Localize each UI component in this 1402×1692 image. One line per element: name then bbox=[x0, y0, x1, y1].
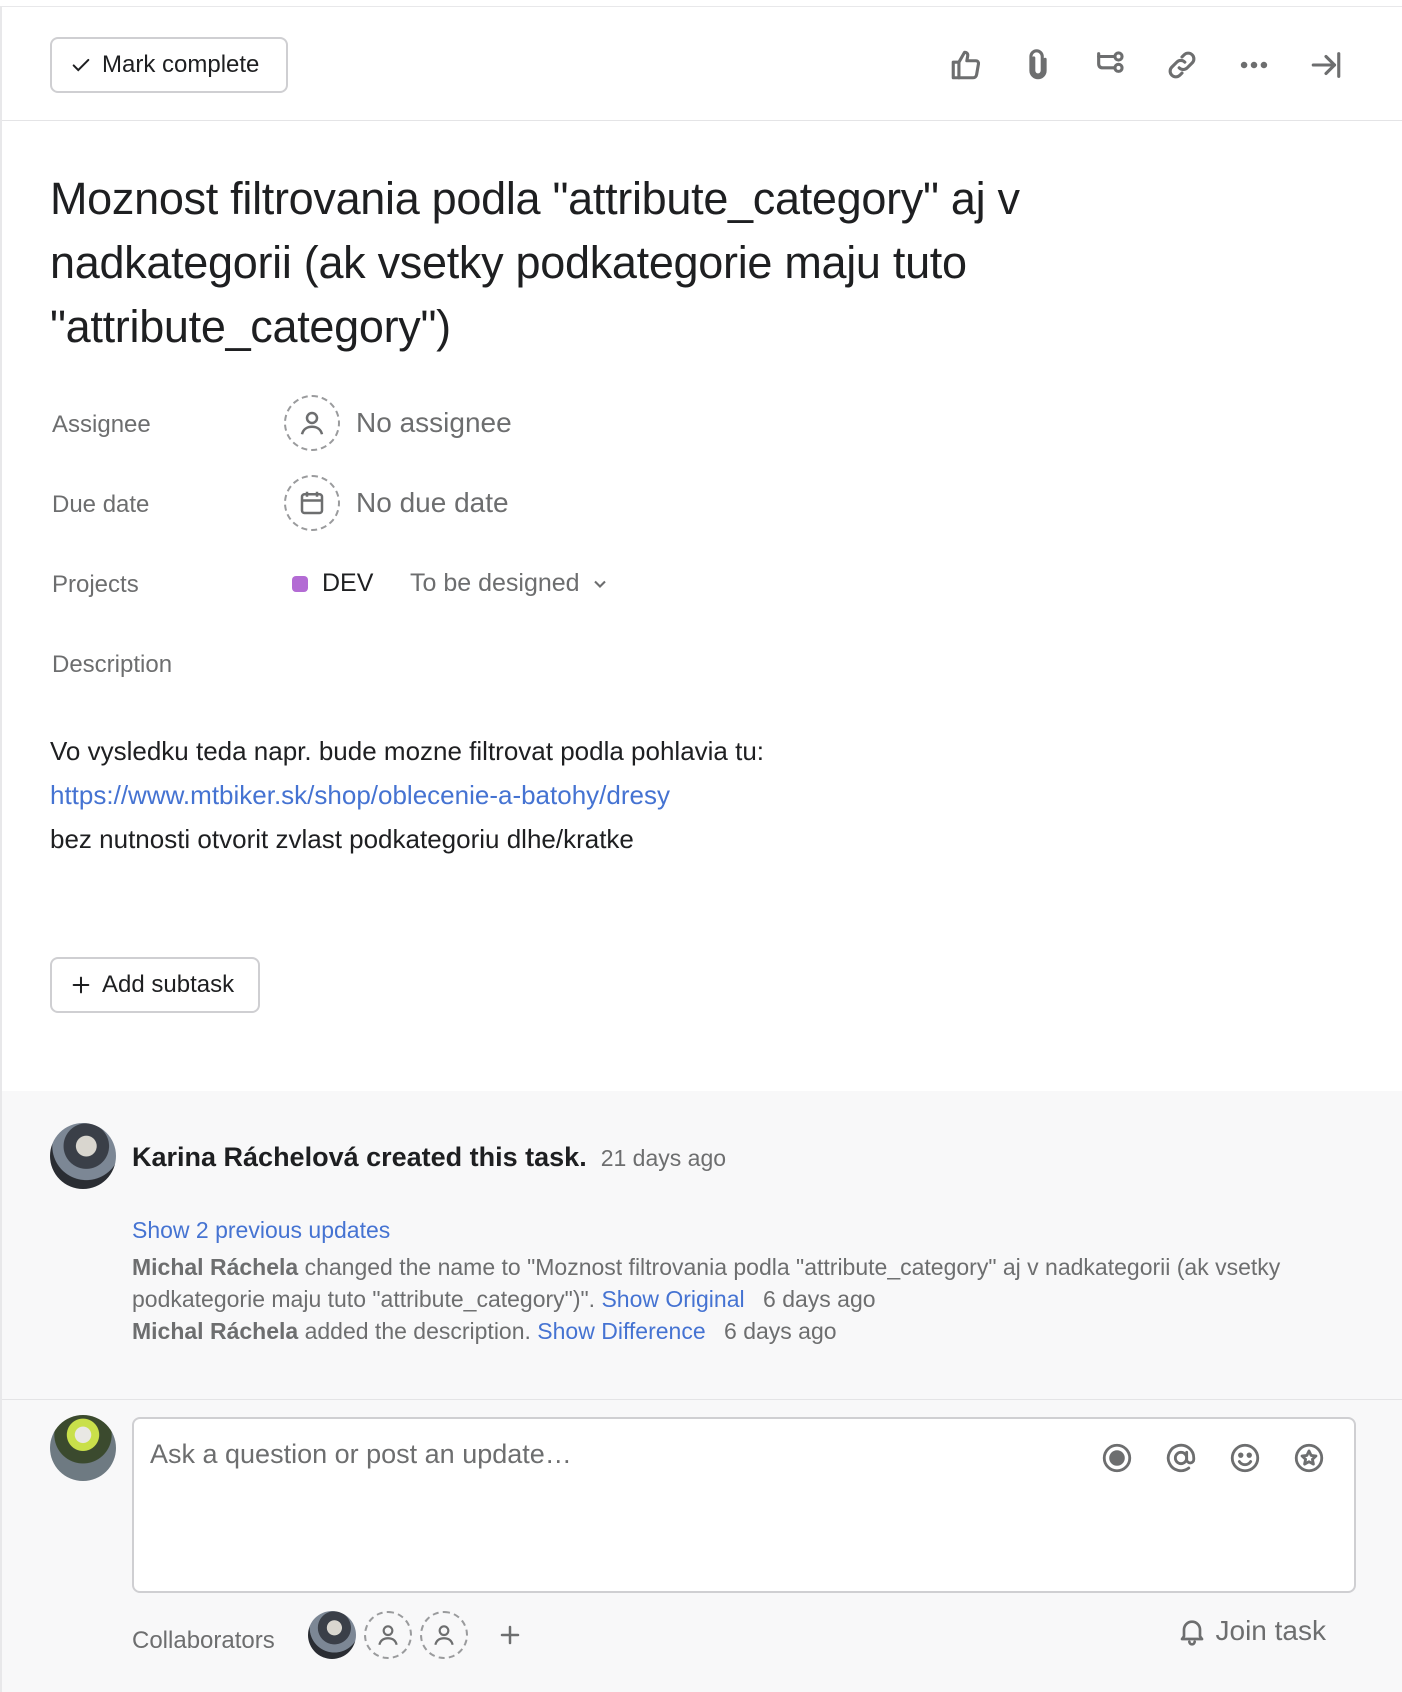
mark-complete-button[interactable] bbox=[50, 37, 288, 93]
due-date-field[interactable] bbox=[284, 475, 509, 531]
created-text: Karina Ráchelová created this task. bbox=[132, 1142, 587, 1172]
projects-label: Projects bbox=[52, 571, 139, 598]
task-detail-pane bbox=[0, 6, 1402, 1692]
star-circle-icon[interactable] bbox=[1292, 1441, 1326, 1475]
update-timestamp: 6 days ago bbox=[724, 1318, 837, 1344]
project-chip[interactable] bbox=[292, 569, 373, 598]
due-date-label: Due date bbox=[52, 491, 150, 518]
creator-avatar[interactable] bbox=[50, 1123, 116, 1189]
collaborator-placeholder bbox=[364, 1611, 412, 1659]
update-text: added the description. bbox=[304, 1318, 531, 1344]
update-story bbox=[132, 1315, 1312, 1347]
calendar-icon bbox=[297, 488, 327, 518]
add-subtask-label: Add subtask bbox=[102, 971, 235, 998]
created-timestamp: 21 days ago bbox=[600, 1145, 727, 1171]
assignee-field[interactable] bbox=[284, 395, 512, 451]
section-select[interactable] bbox=[410, 569, 610, 598]
task-toolbar bbox=[2, 7, 1402, 121]
person-icon bbox=[297, 408, 327, 438]
plus-icon bbox=[70, 974, 92, 996]
collaborators-label: Collaborators bbox=[132, 1627, 275, 1654]
created-story bbox=[132, 1131, 726, 1184]
show-original-link[interactable]: Show Original bbox=[601, 1286, 745, 1312]
emoji-icon[interactable] bbox=[1228, 1441, 1262, 1475]
composer-actions bbox=[1100, 1441, 1326, 1475]
attachment-icon[interactable] bbox=[1020, 47, 1056, 83]
composer-divider bbox=[2, 1399, 1402, 1400]
collaborator-avatar[interactable] bbox=[308, 1611, 356, 1659]
due-date-value: No due date bbox=[356, 487, 509, 518]
person-icon bbox=[375, 1622, 401, 1648]
like-icon[interactable] bbox=[948, 47, 984, 83]
person-icon bbox=[431, 1622, 457, 1648]
description-label: Description bbox=[52, 651, 173, 678]
activity-feed bbox=[2, 1091, 1402, 1692]
mention-icon[interactable] bbox=[1164, 1441, 1198, 1475]
subtask-icon[interactable] bbox=[1092, 47, 1128, 83]
close-pane-icon[interactable] bbox=[1308, 47, 1344, 83]
check-icon bbox=[70, 54, 92, 76]
chevron-down-icon bbox=[590, 574, 610, 594]
due-date-placeholder bbox=[284, 475, 340, 531]
assignee-value: No assignee bbox=[356, 407, 512, 438]
toolbar-actions bbox=[948, 47, 1344, 83]
comment-input[interactable] bbox=[150, 1439, 1010, 1470]
project-name: DEV bbox=[322, 569, 374, 597]
bell-icon bbox=[1176, 1615, 1208, 1647]
description-line: bez nutnosti otvorit zvlast podkategoriu dlhe/kratke bbox=[50, 824, 634, 854]
update-text: changed the name to "Moznost filtrovania podla "attribute_category" aj v nadkategorii (ak vsetky podkategorie maju tuto "attribute_category")". bbox=[132, 1254, 1281, 1312]
section-name: To be designed bbox=[410, 569, 580, 597]
more-icon[interactable] bbox=[1236, 47, 1272, 83]
update-stories bbox=[132, 1251, 1312, 1347]
assignee-label: Assignee bbox=[52, 411, 151, 438]
collaborators-list bbox=[308, 1611, 530, 1659]
comment-composer[interactable] bbox=[132, 1417, 1356, 1593]
description-line: Vo vysledku teda napr. bude mozne filtrovat podla pohlavia tu: bbox=[50, 736, 765, 766]
update-story bbox=[132, 1251, 1312, 1315]
assignee-avatar-placeholder bbox=[284, 395, 340, 451]
update-author[interactable]: Michal Ráchela bbox=[132, 1318, 299, 1344]
current-user-avatar bbox=[50, 1415, 116, 1481]
show-difference-link[interactable]: Show Difference bbox=[537, 1318, 706, 1344]
link-icon[interactable] bbox=[1164, 47, 1200, 83]
add-subtask-button[interactable] bbox=[50, 957, 260, 1013]
description-link[interactable]: https://www.mtbiker.sk/shop/oblecenie-a-batohy/dresy bbox=[50, 780, 670, 810]
update-author[interactable]: Michal Ráchela bbox=[132, 1254, 299, 1280]
join-task-button[interactable] bbox=[1176, 1615, 1327, 1647]
mark-complete-label: Mark complete bbox=[102, 51, 260, 78]
show-previous-updates-link[interactable]: Show 2 previous updates bbox=[132, 1217, 391, 1243]
description-text[interactable] bbox=[50, 729, 764, 861]
join-task-label: Join task bbox=[1215, 1615, 1326, 1646]
update-timestamp: 6 days ago bbox=[763, 1286, 876, 1312]
add-collaborator-button[interactable] bbox=[490, 1615, 530, 1655]
project-color-dot bbox=[292, 576, 308, 592]
task-title[interactable]: Moznost filtrovania podla "attribute_category" aj v nadkategorii (ak vsetky podkategorie maju tuto "attribute_category") bbox=[50, 173, 1020, 352]
record-icon[interactable] bbox=[1100, 1441, 1134, 1475]
collaborator-placeholder bbox=[420, 1611, 468, 1659]
plus-icon bbox=[498, 1623, 522, 1647]
